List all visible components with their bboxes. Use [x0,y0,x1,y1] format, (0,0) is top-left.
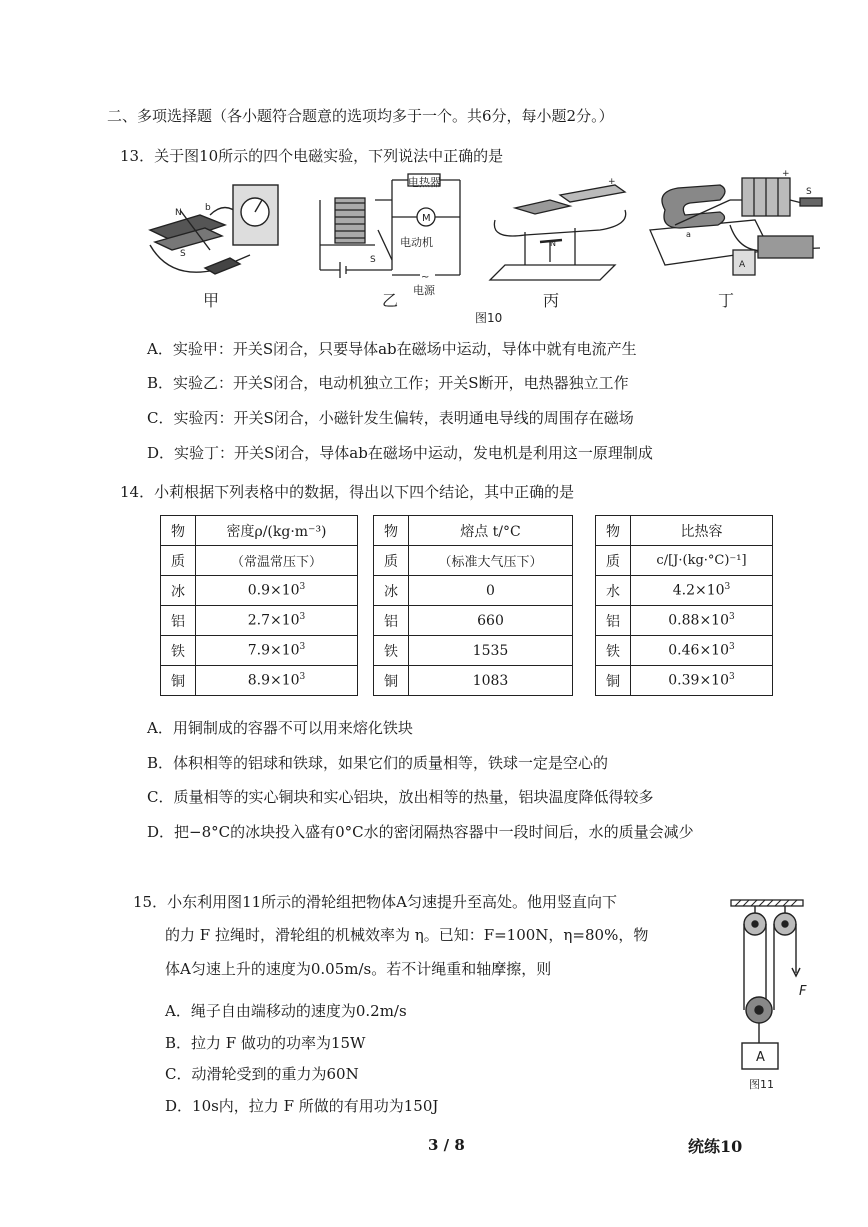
q13-option-d: D．实验丁：开关S闭合，导体ab在磁场中运动，发电机是利用这一原理制成 [147,444,653,462]
q15-option-b: B．拉力 F 做功的功率为15W [165,1034,366,1052]
table-row [161,576,358,606]
table-cell: $0.46\times 10^3$ [631,636,773,666]
table-row [374,576,573,606]
q14-option-a: A．用铜制成的容器不可以用来熔化铁块 [147,719,413,737]
table-cell: $7.9\times 10^3$ [196,636,358,666]
heat-table-header-1b: 比热容 [631,516,773,546]
section-title: 二、多项选择题（各小题符合题意的选项均多于一个。共6分，每小题2分。） [107,107,614,125]
figure-11-caption: 图11 [749,1078,774,1091]
svg-text:a: a [686,230,691,239]
q14-option-b: B．体积相等的铝球和铁球，如果它们的质量相等，铁球一定是空心的 [147,754,609,772]
q13-option-b: B．实验乙：开关S闭合，电动机独立工作；开关S断开，电热器独立工作 [147,374,629,392]
q15-stem-line2: 的力 F 拉绳时，滑轮组的机械效率为 η。已知：F=100N，η=80%，物 [165,926,649,944]
table-row [374,636,573,666]
table-cell: $8.9\times 10^3$ [196,666,358,696]
density-table-header-1b: 密度ρ/(kg·m⁻³) [196,516,358,546]
table-cell: 铁 [596,636,631,666]
power-label: 电源 [413,284,435,297]
q15-option-c: C．动滑轮受到的重力为60N [165,1065,359,1083]
svg-text:+: + [782,170,790,179]
melting-point-table [373,515,573,696]
density-table-header-2a: 质 [161,546,196,576]
svg-text:b: b [205,203,211,213]
table-cell: 1535 [409,636,573,666]
experiment-ding-drawing [650,178,822,275]
q13-option-c: C．实验丙：开关S闭合，小磁针发生偏转，表明通电导线的周围存在磁场 [147,409,634,427]
label-yi: 乙 [382,291,399,310]
figure-10 [130,170,850,330]
table-row [161,636,358,666]
table-row [596,636,773,666]
table-cell: 铁 [161,636,196,666]
q15-stem-line1: 15．小东利用图11所示的滑轮组把物体A匀速提升至高处。他用竖直向下 [133,893,618,911]
svg-text:S: S [180,249,186,259]
table-row [374,666,573,696]
table-cell: $0.88\times 10^3$ [631,606,773,636]
table-cell: 铜 [374,666,409,696]
heat-table-header-1a: 物 [596,516,631,546]
melting-table-header-1a: 物 [374,516,409,546]
figure-10-caption: 图10 [475,311,503,325]
table-row [596,666,773,696]
q13-stem: 13．关于图10所示的四个电磁实验，下列说法中正确的是 [120,147,504,165]
svg-text:S: S [806,187,812,197]
table-cell: 660 [409,606,573,636]
table-cell: $0.39\times 10^3$ [631,666,773,696]
page-number: 3 / 8 [428,1136,465,1154]
density-table-header-1a: 物 [161,516,196,546]
block-a-label: A [756,1050,765,1065]
table-cell: 铜 [596,666,631,696]
q14-option-d: D．把−8°C的冰块投入盛有0°C水的密闭隔热容器中一段时间后，水的质量会减少 [147,823,694,841]
motor-label: 电动机 [400,236,433,249]
specific-heat-table [595,515,773,696]
table-cell: $0.9\times 10^3$ [196,576,358,606]
melting-table-header-2b: （标准大气压下） [409,546,573,576]
label-jia: 甲 [203,291,220,310]
density-table-header-2b: （常温常压下） [196,546,358,576]
figure-10-drawing [130,170,850,330]
heat-table-header-2b: c/[J·(kg·°C)⁻¹] [631,546,773,576]
q15-option-d: D．10s内，拉力 F 所做的有用功为150J [165,1097,439,1115]
table-cell: 冰 [374,576,409,606]
heat-table-header-2a: 质 [596,546,631,576]
table-row [596,606,773,636]
q15-option-a: A．绳子自由端移动的速度为0.2m/s [165,1002,407,1020]
experiment-jia-drawing [150,185,278,274]
melting-table-header-1b: 熔点 t/°C [409,516,573,546]
table-cell: $2.7\times 10^3$ [196,606,358,636]
density-table [160,515,358,696]
figure-11 [725,898,820,1103]
table-row [161,666,358,696]
q15-stem-line3: 体A匀速上升的速度为0.05m/s。若不计绳重和轴摩擦，则 [165,960,552,978]
svg-text:S: S [370,255,376,265]
svg-text:~: ~ [421,272,430,283]
table-cell: 铜 [161,666,196,696]
q14-stem: 14．小莉根据下列表格中的数据，得出以下四个结论，其中正确的是 [120,483,575,501]
table-cell: 冰 [161,576,196,606]
table-cell: 水 [596,576,631,606]
table-row [161,606,358,636]
table-row [374,606,573,636]
table-cell: 铝 [596,606,631,636]
label-ding: 丁 [718,291,735,310]
series-label: 统练10 [688,1137,743,1156]
pulley-drawing [725,898,820,1103]
table-cell: 1083 [409,666,573,696]
table-cell: 0 [409,576,573,606]
experiment-bing-drawing [490,185,626,280]
table-cell: $4.2\times 10^3$ [631,576,773,606]
svg-text:N: N [175,208,182,218]
label-bing: 丙 [543,291,560,310]
svg-text:+: + [608,177,616,187]
table-row [596,576,773,606]
svg-text:N: N [550,239,556,248]
svg-text:A: A [739,260,746,270]
table-cell: 铁 [374,636,409,666]
melting-table-header-2a: 质 [374,546,409,576]
table-cell: 铝 [374,606,409,636]
q14-option-c: C．质量相等的实心铜块和实心铝块，放出相等的热量，铝块温度降低得较多 [147,788,654,806]
heater-label: 电热器 [408,176,441,189]
table-cell: 铝 [161,606,196,636]
force-f-label: F [799,984,807,999]
q13-option-a: A．实验甲：开关S闭合，只要导体ab在磁场中运动，导体中就有电流产生 [147,340,637,358]
motor-symbol: M [422,213,431,224]
experiment-yi-drawing [320,174,460,278]
